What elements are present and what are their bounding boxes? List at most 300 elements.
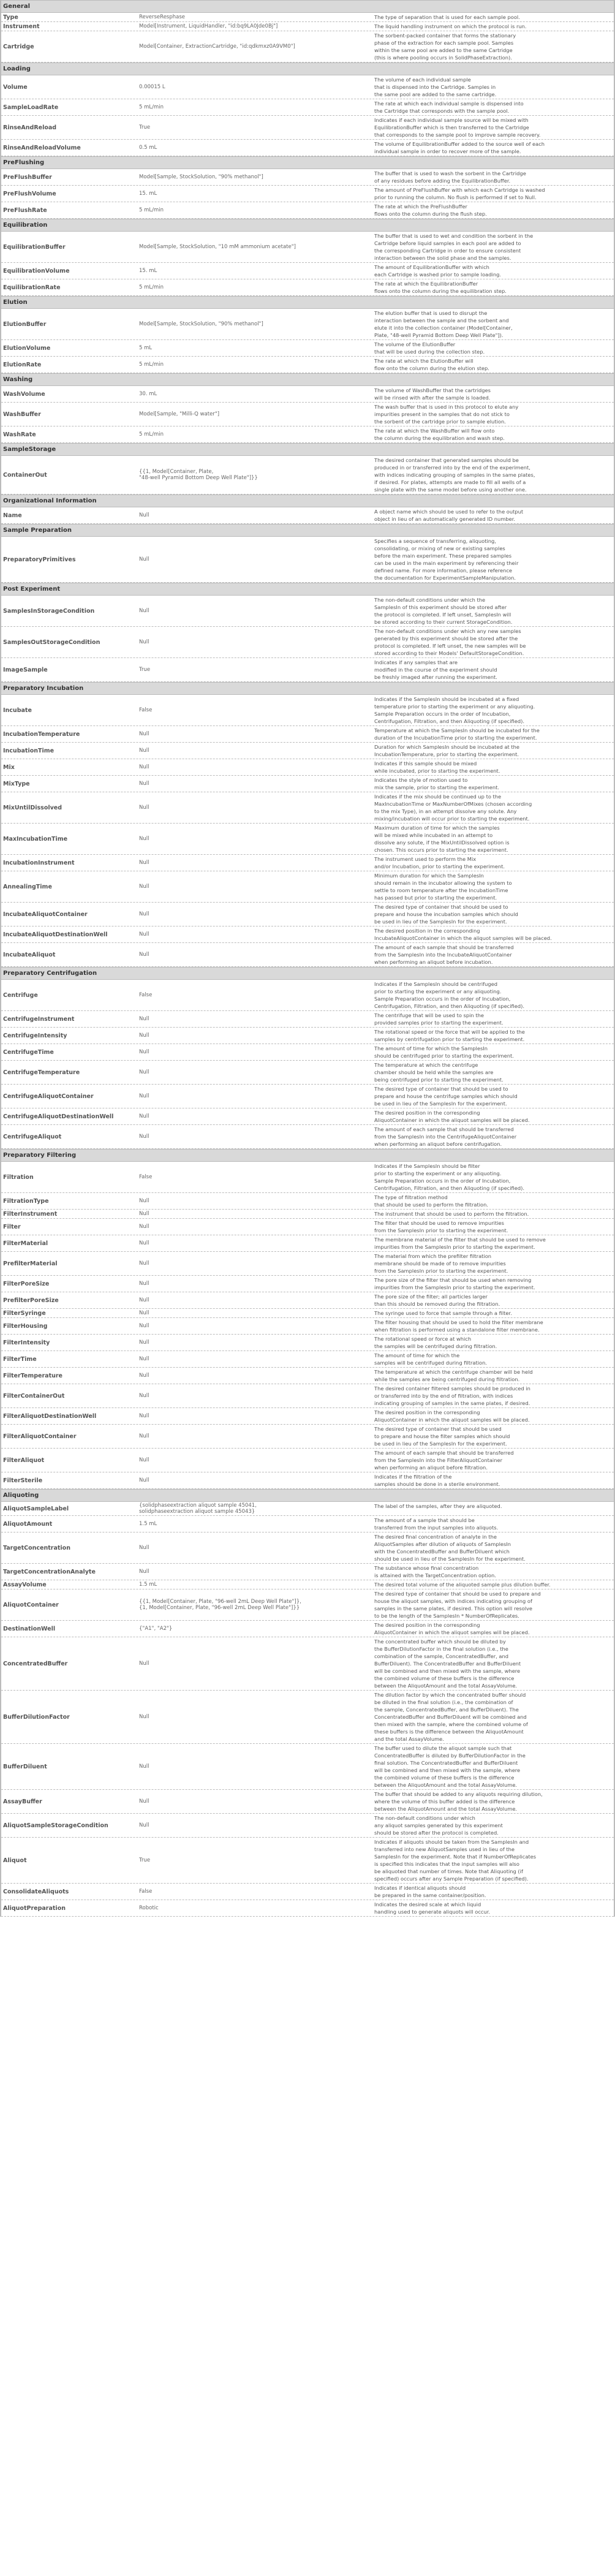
option-name: FilterIntensity xyxy=(3,1339,50,1346)
option-description: Indicates if the SamplesIn should be filter prior to starting the experiment or any aliquoting. Sample Preparation occurs in the order of Incubation, Centrifugation, Filtration, and then Aliquoting (if specified). xyxy=(374,1163,525,1191)
option-name: IncubateAliquot xyxy=(3,951,56,958)
option-description: Indicates if the mix should be continued up to the MaxIncubationTime or MaxNumberOfMixes (chosen according to the mix Type), in an attempt dissolve any solute. Any mixing/incubation will occur prior to starting the experiment. xyxy=(374,794,532,822)
section-header: PreFlushing xyxy=(1,156,614,169)
option-name: FilterPoreSize xyxy=(3,1280,50,1287)
option-description: Indicates if the SamplesIn should be incubated at a fixed temperature prior to starting the experiment or any aliquoting. Sample Preparation occurs in the order of Incubation, Centrifugation, Filtration, and then Aliquoting (if specified). xyxy=(374,696,535,724)
option-description: The amount of EquilibrationBuffer with which each Cartridge is washed prior to sample loading. xyxy=(374,264,501,278)
option-description: Indicates if the filtration of the samples should be done in a sterile environment. xyxy=(374,1474,500,1487)
option-description: Indicates if aliquots should be taken from the SamplesIn and transferred into new AliquotSamples used in lieu of the SamplesIn for the experiment. Note that if NumberOfReplicates is specified this indicates that the input samples will also be aliquoted that number of times. Note that Aliquoting (if specified) occurs after any Sample Preparation (if specified). xyxy=(374,1839,537,1882)
option-value: 1.5 mL xyxy=(139,1582,157,1588)
option-description: The non-default conditions under which the SamplesIn of this experiment should be stored after the protocol is completed. If left unset, SamplesIn will be stored according to their current StorageCondition. xyxy=(374,597,513,625)
option-description: The amount of PreFlushBuffer with which each Cartridge is washed prior to running the column. No flush is performed if set to Null. xyxy=(374,187,545,200)
option-value: Null xyxy=(139,860,149,866)
option-row xyxy=(1,1532,614,1564)
option-row xyxy=(1,776,614,792)
option-value: 5 mL/min xyxy=(139,104,164,110)
option-description: The material from which the prefilter filtration membrane should be made of to remove impurities from the SamplesIn prior to starting the experiment. xyxy=(374,1253,508,1274)
option-description: Maximum duration of time for which the samples will be mixed while incubated in an attempt to dissolve any solute, if the MixUntilDissolved option is chosen. This occurs prior to starting the experiment. xyxy=(374,825,510,853)
option-value: 0.5 mL xyxy=(139,145,157,151)
option-name: AnnealingTime xyxy=(3,883,52,890)
option-row xyxy=(1,1108,614,1125)
option-name: CentrifugeAliquot xyxy=(3,1133,62,1140)
option-description: The non-default conditions under which any aliquot samples generated by this experiment should be stored after the protocol is completed. xyxy=(374,1815,503,1836)
option-description: The desired position in the corresponding IncubateAliquotContainer in which the aliquot samples will be placed. xyxy=(374,928,552,941)
option-name: AliquotPreparation xyxy=(3,1904,66,1912)
option-value: Null xyxy=(139,884,149,890)
option-value: Model[Sample, StockSolution, "90% methanol"] xyxy=(139,321,263,327)
option-name: TargetConcentration xyxy=(3,1544,70,1551)
option-row xyxy=(1,855,614,871)
option-name: FiltrationType xyxy=(3,1197,49,1205)
option-description: Minimum duration for which the SamplesIn should remain in the incubator allowing the system to settle to room temperature after the IncubationTime has passed but prior to starting the experiment. xyxy=(374,873,512,901)
option-row xyxy=(1,824,614,855)
option-value: 5 mL xyxy=(139,345,153,351)
option-row xyxy=(1,1580,614,1589)
option-value: Null xyxy=(139,911,149,917)
option-description: Indicates if identical aliquots should be prepared in the same container/position. xyxy=(374,1885,486,1898)
option-row xyxy=(1,1351,614,1368)
option-name: SamplesInStorageCondition xyxy=(3,607,95,615)
option-row xyxy=(1,1384,614,1408)
option-value: {solidphaseextraction aliquot sample 45041, solidphaseextraction aliquot sample 45043} xyxy=(139,1502,257,1515)
section-header: Post Experiment xyxy=(1,583,614,596)
option-description: The membrane material of the filter that should be used to remove impurities from the SamplesIn prior to starting the experiment. xyxy=(374,1237,546,1250)
option-value: ReverseResphase xyxy=(139,14,185,20)
option-name: CentrifugeTemperature xyxy=(3,1069,80,1076)
option-row xyxy=(1,202,614,219)
option-name: AliquotAmount xyxy=(3,1520,53,1528)
option-value: 5 mL/min xyxy=(139,207,164,213)
option-name: Aliquot xyxy=(3,1857,27,1864)
option-value: Model[Instrument, LiquidHandler, "id:bq9LA0Jde0Bj"] xyxy=(139,23,278,29)
option-description: The rate at which the EquilibrationBuffer flows onto the column during the equilibration step. xyxy=(374,281,507,294)
option-value: Null xyxy=(139,1477,149,1483)
option-name: FilterMaterial xyxy=(3,1240,48,1247)
option-description: Indicates the style of motion used to mix the sample, prior to starting the experiment. xyxy=(374,777,500,790)
option-name: BufferDiluent xyxy=(3,1763,47,1770)
option-value: Null xyxy=(139,639,149,645)
option-name: Instrument xyxy=(3,23,40,30)
option-row xyxy=(1,1744,614,1790)
option-description: The temperature at which the centrifuge chamber should be held while the samples are being centrifuged prior to starting the experiment. xyxy=(374,1062,504,1083)
option-value: False xyxy=(139,1888,153,1895)
option-row xyxy=(1,537,614,583)
option-description: The volume of each individual sample that is dispensed into the Cartridge. Samples in the same pool are added to the same cartridge. xyxy=(374,77,497,97)
option-row xyxy=(1,99,614,116)
option-value: Null xyxy=(139,1134,149,1140)
option-value: Null xyxy=(139,556,149,563)
option-value: 5 mL/min xyxy=(139,284,164,290)
option-row xyxy=(1,507,614,524)
section-header: Equilibration xyxy=(1,219,614,232)
option-value: Null xyxy=(139,1281,149,1287)
option-row xyxy=(1,1502,614,1516)
section-header: Loading xyxy=(1,63,614,75)
option-row xyxy=(1,759,614,776)
option-name: Mix xyxy=(3,763,15,771)
option-description: The rotational speed or the force that will be applied to the samples by centrifugation prior to starting the experiment. xyxy=(374,1029,525,1042)
option-value: True xyxy=(139,124,151,131)
option-row xyxy=(1,1210,614,1219)
option-row xyxy=(1,1589,614,1621)
option-row xyxy=(1,1472,614,1489)
option-description: The amount of each sample that should be transferred from the SamplesIn into the FilterAliquotContainer when performing an aliquot before filtration. xyxy=(374,1450,514,1471)
option-row xyxy=(1,186,614,202)
option-name: FilterSyringe xyxy=(3,1309,46,1317)
option-value: Robotic xyxy=(139,1905,159,1911)
option-value: Null xyxy=(139,1323,149,1329)
option-value: 30. mL xyxy=(139,391,157,397)
option-name: FilterSterile xyxy=(3,1477,43,1484)
option-name: PreparatoryPrimitives xyxy=(3,556,76,563)
option-name: ConcentratedBuffer xyxy=(3,1660,68,1667)
option-description: The volume of the ElutionBuffer that will be used during the collection step. xyxy=(374,341,485,355)
option-description: The desired container filtered samples should be produced in or transferred into by the end of filtration, with indices indicating grouping of samples in the same plates, if desired. xyxy=(374,1385,530,1406)
option-name: IncubationTemperature xyxy=(3,730,80,738)
option-row xyxy=(1,357,614,373)
option-value: Null xyxy=(139,1457,149,1463)
option-name: Filtration xyxy=(3,1173,34,1181)
option-name: EquilibrationVolume xyxy=(3,267,70,275)
option-row xyxy=(1,1085,614,1108)
option-name: ContainerOut xyxy=(3,471,47,479)
option-name: PreFlushBuffer xyxy=(3,173,52,181)
option-value: 15. mL xyxy=(139,191,157,197)
option-value: Null xyxy=(139,1661,149,1667)
option-description: The desired position in the corresponding AliquotContainer in which the aliquot samples will be placed. xyxy=(374,1622,530,1635)
option-value: 15. mL xyxy=(139,268,157,274)
section-header: SampleStorage xyxy=(1,443,614,456)
option-description: The wash buffer that is used in this protocol to elute any impurities present in the samples that do not stick to the sorbent of the cartridge prior to sample elution. xyxy=(374,404,519,425)
option-description: The filter that should be used to remove impurities from the SamplesIn prior to starting the experiment. xyxy=(374,1220,508,1233)
option-row xyxy=(1,1125,614,1149)
section-header: Washing xyxy=(1,373,614,386)
option-value: Null xyxy=(139,1310,149,1316)
option-value: 1.5 mL xyxy=(139,1521,157,1527)
option-row xyxy=(1,403,614,426)
option-description: The desired type of container that should be used to prepare and house the incubation samples which should be used in lieu of the SamplesIn for the experiment. xyxy=(374,904,518,925)
option-description: The buffer that should be added to any aliquots requiring dilution, where the volume of this buffer added is the difference between the AliquotAmount and the total AssayVolume. xyxy=(374,1791,543,1812)
option-value: Model[Sample, "Milli-Q water"] xyxy=(139,411,220,417)
option-name: FilterAliquotDestinationWell xyxy=(3,1412,97,1420)
option-value: Null xyxy=(139,1093,149,1099)
option-name: ElutionBuffer xyxy=(3,320,47,328)
option-description: The label of the samples, after they are aliquoted. xyxy=(374,1503,502,1509)
option-description: A object name which should be used to refer to the output object in lieu of an automatically generated ID number. xyxy=(374,509,524,522)
option-description: The volume of EquilibrationBuffer added to the source well of each individual sample in order to recover more of the sample. xyxy=(374,141,545,154)
option-row xyxy=(1,1292,614,1309)
option-name: ElutionVolume xyxy=(3,344,51,352)
option-row xyxy=(1,1235,614,1252)
option-row xyxy=(1,695,614,726)
option-value: Null xyxy=(139,764,149,770)
option-row xyxy=(1,456,614,494)
option-row xyxy=(1,386,614,403)
option-value: Null xyxy=(139,1373,149,1379)
option-description: The sorbent-packed container that forms the stationary phase of the extraction for each sample pool. Samples within the same pool are added to the same Cartridge (this is where pooling occurs in SolidPhaseExtraction). xyxy=(374,32,516,61)
option-description: The amount of each sample that should be transferred from the SamplesIn into the IncubateAliquotContainer when performing an aliquot before incubation. xyxy=(374,944,514,965)
section-header: Preparatory Centrifugation xyxy=(1,967,614,980)
section-header: Aliquoting xyxy=(1,1489,614,1502)
option-name: MaxIncubationTime xyxy=(3,835,68,843)
option-row xyxy=(1,1219,614,1235)
option-description: The desired type of container that should be used to prepare and house the aliquot samples, with indices indicating grouping of samples in the same plates, if desired. This option will resolve to be the length of the SamplesIn * NumberOfReplicates. xyxy=(374,1591,541,1619)
option-value: False xyxy=(139,707,153,713)
option-description: The concentrated buffer which should be diluted by the BufferDilutionFactor in the final solution (i.e., the combination of the sample, ConcentratedBuffer, and BufferDiluent). The ConcentratedBuffer and BufferDiluent will be combined and then mixed with the sample, where the combined volume of these buffers is the difference between the AliquotAmount and the total AssayVolume. xyxy=(374,1638,521,1689)
section-header: General xyxy=(1,0,614,13)
option-description: The desired total volume of the aliquoted sample plus dilution buffer. xyxy=(374,1582,551,1588)
option-value: Null xyxy=(139,1545,149,1551)
option-name: IncubateAliquotDestinationWell xyxy=(3,931,108,938)
option-value: Null xyxy=(139,1393,149,1399)
option-name: PreFlushRate xyxy=(3,206,47,214)
option-name: PrefilterPoreSize xyxy=(3,1297,59,1304)
option-name: FilterHousing xyxy=(3,1322,48,1330)
option-name: AliquotSampleLabel xyxy=(3,1505,69,1512)
option-row xyxy=(1,1044,614,1061)
option-description: The pore size of the filter; all particles larger than this should be removed during the filtration. xyxy=(374,1294,500,1307)
option-row xyxy=(1,1193,614,1210)
option-value: 0.00015 L xyxy=(139,84,165,90)
option-value: Null xyxy=(139,512,149,518)
option-row xyxy=(1,943,614,967)
option-value: Null xyxy=(139,1714,149,1720)
option-name: Type xyxy=(3,13,18,21)
option-name: FilterAliquotContainer xyxy=(3,1433,77,1440)
option-name: ImageSample xyxy=(3,666,48,673)
option-row xyxy=(1,1691,614,1744)
option-value: Null xyxy=(139,1763,149,1770)
option-value: Model[Sample, StockSolution, "10 mM ammonium acetate"] xyxy=(139,244,296,250)
option-row xyxy=(1,340,614,357)
option-row xyxy=(1,309,614,340)
option-row xyxy=(1,1162,614,1193)
option-row xyxy=(1,596,614,627)
option-description: The substance whose final concentration is attained with the TargetConcentration option. xyxy=(374,1565,496,1578)
option-name: IncubationTime xyxy=(3,747,55,754)
option-row xyxy=(1,232,614,263)
section-header: Preparatory Filtering xyxy=(1,1149,614,1162)
option-value: Null xyxy=(139,1339,149,1346)
option-row xyxy=(1,22,614,31)
option-description: The type of filtration method that should be used to perform the filtration. xyxy=(374,1194,489,1208)
option-description: The type of separation that is used for each sample pool. xyxy=(374,14,520,20)
option-value: Null xyxy=(139,1297,149,1303)
option-description: Indicates if each individual sample source will be mixed with EquilibrationBuffer which is then transferred to the Cartridge that corresponds to the sample pool to improve sample recovery. xyxy=(374,117,541,138)
option-row xyxy=(1,627,614,658)
option-description: The amount of time for which the SamplesIn should be centrifuged prior to starting the experiment. xyxy=(374,1045,514,1059)
option-row xyxy=(1,980,614,1011)
option-value: False xyxy=(139,1174,153,1180)
option-description: The temperature at which the centrifuge chamber will be held while the samples are being centrifuged during filtration. xyxy=(374,1369,533,1382)
section-header: Preparatory Incubation xyxy=(1,682,614,695)
option-value: Null xyxy=(139,781,149,787)
option-name: CentrifugeInstrument xyxy=(3,1015,75,1023)
option-description: The desired type of container that should be used to prepare and house the centrifuge samples which should be used in lieu of the SamplesIn for the experiment. xyxy=(374,1086,518,1107)
option-value: {{1, Model[Container, Plate, "96-well 2mL Deep Well Plate"]}, {1, Model[Container, Plate, "96-well 2mL Deep Well Plate"]}} xyxy=(139,1599,301,1611)
option-value: Null xyxy=(139,1113,149,1119)
option-row xyxy=(1,1838,614,1884)
option-row xyxy=(1,1368,614,1384)
option-value: Model[Container, ExtractionCartridge, "id:qdkmxz0A9VM0"] xyxy=(139,44,295,50)
option-description: Specifies a sequence of transferring, aliquoting, consolidating, or mixing of new or existing samples before the main experiment. These prepared samples can be used in the main experiment by referencing their defined name. For more information, please reference the documentation for ExperimentSampleManipulation. xyxy=(374,538,519,581)
section-header: Sample Preparation xyxy=(1,524,614,537)
option-description: The dilution factor by which the concentrated buffer should be diluted in the final solution (i.e., the combination of the sample, ConcentratedBuffer, and BufferDiluent). The ConcentratedBuffer and BufferDiluent will be combined and then mixed with the sample, where the combined volume of these buffers is the difference between the AliquotAmount and the total AssayVolume. xyxy=(374,1692,528,1742)
option-description: The buffer that is used to wash the sorbent in the Cartridge of any residues before adding the EquilibrationBuffer. xyxy=(374,170,526,184)
option-row xyxy=(1,1335,614,1351)
option-description: The instrument that should be used to perform the filtration. xyxy=(374,1211,529,1217)
option-value: Null xyxy=(139,1798,149,1805)
option-description: The desired type of container that should be used to prepare and house the filter samples which should be used in lieu of the SamplesIn for the experiment. xyxy=(374,1426,510,1447)
option-name: Volume xyxy=(3,83,28,91)
option-value: True xyxy=(139,667,151,673)
option-name: WashVolume xyxy=(3,390,45,398)
option-name: WashBuffer xyxy=(3,411,41,418)
option-row xyxy=(1,1900,614,1917)
option-name: ConsolidateAliquots xyxy=(3,1888,69,1895)
option-name: Name xyxy=(3,512,22,519)
option-description: Duration for which SamplesIn should be incubated at the IncubationTemperature, prior to starting the experiment. xyxy=(374,744,520,757)
option-value: Null xyxy=(139,1569,149,1575)
option-row xyxy=(1,658,614,682)
option-value: Null xyxy=(139,931,149,938)
option-row xyxy=(1,1449,614,1472)
option-row xyxy=(1,792,614,824)
option-description: The elution buffer that is used to disrupt the interaction between the sample and the sorbent and elute it into the collection container (Model[Container, Plate, "48-well Pyramid Bottom Deep Well Plate"]). xyxy=(374,310,513,338)
option-row xyxy=(1,116,614,140)
option-value: Null xyxy=(139,1211,149,1217)
option-value: {"A1", "A2"} xyxy=(139,1626,173,1632)
option-description: Temperature at which the SamplesIn should be incubated for the duration of the IncubationTime prior to starting the experiment. xyxy=(374,727,540,741)
option-description: Indicates if the SamplesIn should be centrifuged prior to starting the experiment or any aliquoting. Sample Preparation occurs in the order of Incubation, Centrifugation, Filtration, and then Aliquoting (if specified). xyxy=(374,981,525,1009)
option-row xyxy=(1,75,614,99)
option-name: FilterAliquot xyxy=(3,1457,45,1464)
option-description: The desired position in the corresponding AliquotContainer in which the aliquot samples will be placed. xyxy=(374,1409,530,1423)
option-name: IncubateAliquotContainer xyxy=(3,911,88,918)
option-name: FilterInstrument xyxy=(3,1210,58,1218)
option-description: The amount of each sample that should be transferred from the SamplesIn into the CentrifugeAliquotContainer when performing an aliquot before centrifugation. xyxy=(374,1126,517,1147)
option-row xyxy=(1,1516,614,1532)
option-value: Null xyxy=(139,1198,149,1204)
option-row xyxy=(1,426,614,443)
option-row xyxy=(1,1790,614,1814)
option-row xyxy=(1,1564,614,1580)
option-value: Null xyxy=(139,1032,149,1039)
option-name: Cartridge xyxy=(3,43,34,50)
option-name: SampleLoadRate xyxy=(3,104,59,111)
option-value: Null xyxy=(139,1069,149,1075)
option-description: The buffer that is used to wet and condition the sorbent in the Cartridge before liquid samples in each pool are added to the corresponding Cartridge in order to ensure consistent interaction between the solid phase and the samples. xyxy=(374,233,534,261)
option-row xyxy=(1,871,614,903)
option-row xyxy=(1,926,614,943)
option-row xyxy=(1,1011,614,1028)
option-value: True xyxy=(139,1857,151,1863)
option-row xyxy=(1,743,614,759)
option-row xyxy=(1,1061,614,1085)
option-name: MixType xyxy=(3,780,30,787)
option-value: 5 mL/min xyxy=(139,362,164,368)
option-name: FilterTime xyxy=(3,1355,37,1363)
option-description: The rate at which the WashBuffer will flow onto the column during the equilibration and wash step. xyxy=(374,428,505,441)
option-row xyxy=(1,1621,614,1637)
option-row xyxy=(1,169,614,186)
option-name: AliquotContainer xyxy=(3,1601,59,1608)
option-name: CentrifugeTime xyxy=(3,1048,54,1056)
section-header: Elution xyxy=(1,296,614,309)
option-description: The rate at which the PreFlushBuffer flows onto the column during the flush step. xyxy=(374,203,487,217)
option-row xyxy=(1,1252,614,1276)
option-row xyxy=(1,31,614,63)
option-name: Centrifuge xyxy=(3,991,38,999)
option-row xyxy=(1,1276,614,1292)
option-description: The rate at which each individual sample is dispensed into the Cartridge that corresponds with the sample pool. xyxy=(374,100,524,114)
option-name: WashRate xyxy=(3,431,36,438)
option-name: EquilibrationRate xyxy=(3,284,61,291)
option-row xyxy=(1,726,614,743)
option-description: The desired position in the corresponding AliquotContainer in which the aliquot samples will be placed. xyxy=(374,1110,530,1123)
option-value: Model[Sample, StockSolution, "90% methanol"] xyxy=(139,174,263,180)
option-value: Null xyxy=(139,836,149,842)
option-name: PrefilterMaterial xyxy=(3,1260,58,1267)
option-value: Null xyxy=(139,1240,149,1246)
option-name: Filter xyxy=(3,1223,21,1230)
section-header: Organizational Information xyxy=(1,494,614,507)
option-description: The desired container that generated samples should be produced in or transferred into by the end of the experiment, with indices indicating grouping of samples in the same plates, if desired. For plates, attempts are made to fill all wells of a single plate with the same model before using another one. xyxy=(374,457,535,493)
option-value: Null xyxy=(139,1016,149,1022)
option-description: The syringe used to force that sample through a filter. xyxy=(374,1310,512,1316)
option-name: EquilibrationBuffer xyxy=(3,243,66,251)
option-name: RinseAndReload xyxy=(3,124,57,131)
option-value: Null xyxy=(139,731,149,737)
option-description: Indicates if this sample should be mixed while incubated, prior to starting the experiment. xyxy=(374,760,500,774)
option-description: Indicates if any samples that are modified in the course of the experiment should be freshly imaged after running the experiment. xyxy=(374,659,497,680)
option-value: False xyxy=(139,992,153,998)
option-name: CentrifugeAliquotDestinationWell xyxy=(3,1113,114,1120)
option-value: Null xyxy=(139,1224,149,1230)
option-value: Null xyxy=(139,1260,149,1267)
option-description: The desired final concentration of analyte in the AliquotSamples after dilution of aliquots of SamplesIn with the ConcentratedBuffer and BufferDiluent which should be used in lieu of the SamplesIn for the experiment. xyxy=(374,1534,526,1562)
option-row xyxy=(1,1884,614,1900)
option-description: The amount of a sample that should be transferred from the input samples into aliquots. xyxy=(374,1517,499,1531)
option-value: Null xyxy=(139,1433,149,1439)
option-value: Null xyxy=(139,608,149,614)
option-description: The rotational speed or force at which the samples will be centrifuged during filtration. xyxy=(374,1336,497,1349)
option-name: FilterTemperature xyxy=(3,1372,63,1379)
option-name: CentrifugeAliquotContainer xyxy=(3,1093,94,1100)
option-name: PreFlushVolume xyxy=(3,190,56,197)
option-description: The buffer used to dilute the aliquot sample such that ConcentratedBuffer is diluted by BufferDilutionFactor in the final solution. The ConcentratedBuffer and BufferDiluent will be combined and then mixed with the sample, where the combined volume of these buffers is the difference between the AliquotAmount and the total AssayVolume. xyxy=(374,1745,526,1788)
option-row xyxy=(1,1637,614,1691)
option-name: AssayVolume xyxy=(3,1581,47,1588)
option-description: The rate at which the ElutionBuffer will flow onto the column during the elution step. xyxy=(374,358,489,371)
option-description: The instrument used to perform the Mix and/or Incubation, prior to starting the experiment. xyxy=(374,856,505,869)
option-value: Null xyxy=(139,1049,149,1055)
option-row xyxy=(1,13,614,22)
option-row xyxy=(1,1318,614,1335)
option-row xyxy=(1,279,614,296)
option-value: Null xyxy=(139,1413,149,1419)
option-row xyxy=(1,1814,614,1838)
option-name: Incubate xyxy=(3,707,32,714)
option-row xyxy=(1,140,614,156)
option-name: AssayBuffer xyxy=(3,1798,42,1805)
option-name: CentrifugeIntensity xyxy=(3,1032,67,1039)
option-description: Indicates the desired scale at which liquid handling used to generate aliquots will occur. xyxy=(374,1901,491,1915)
option-description: The non-default conditions under which any new samples generated by this experiment should be stored after the protocol is completed. If left unset, the new samples will be stored according to their Models' DefaultStorageCondition. xyxy=(374,628,526,656)
option-value: Null xyxy=(139,952,149,958)
option-value: Null xyxy=(139,748,149,754)
option-name: BufferDilutionFactor xyxy=(3,1713,70,1721)
